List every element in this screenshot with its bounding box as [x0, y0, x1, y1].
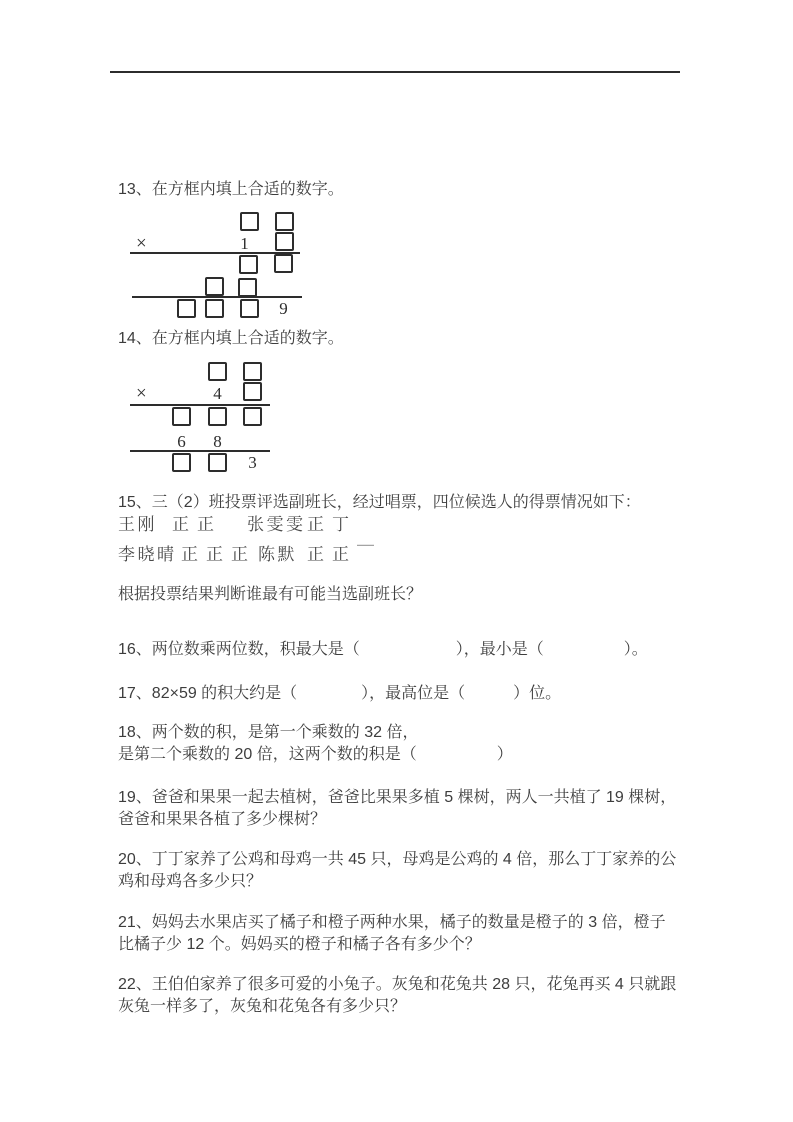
problem-18-line: 18、两个数的积，是第一个乘数的 32 倍，	[118, 724, 419, 741]
sum-line	[130, 450, 270, 452]
problem-13-title: 13、在方框内填上合适的数字。	[118, 181, 344, 198]
digit-multiplier-tens: 4	[213, 384, 222, 403]
answer-box	[243, 362, 262, 381]
digit-partial-hundreds: 6	[177, 432, 186, 451]
problem-19-line: 爸爸和果果各植了多少棵树？	[118, 810, 327, 828]
tally-marks: 正正￣	[307, 545, 382, 564]
header-divider-line	[110, 71, 680, 73]
problem-21	[118, 912, 666, 955]
tally-marks: 正正正	[181, 545, 256, 564]
answer-box	[275, 212, 294, 231]
answer-box	[238, 278, 257, 297]
answer-box	[208, 453, 227, 472]
answer-box	[208, 407, 227, 426]
digit-partial-tens: 8	[213, 432, 222, 451]
candidate-name: 李晓晴	[118, 545, 177, 564]
problem-15-title: 15、三（2）班投票评选副班长，经过唱票，四位候选人的得票情况如下：	[118, 494, 641, 511]
candidate-name: 张雯雯	[247, 515, 306, 534]
answer-box	[240, 299, 259, 318]
times-sign: ×	[136, 233, 147, 254]
problem-21-line: 21、妈妈去水果店买了橘子和橙子两种水果，橘子的数量是橙子的 3 倍，橙子	[118, 914, 666, 931]
multiplication-puzzle-13	[130, 208, 315, 320]
problem-20	[118, 849, 676, 892]
problem-16: 16、两位数乘两位数，积最大是（ ），最小是（ ）。	[118, 641, 648, 658]
problem-22	[118, 974, 676, 1017]
problem-15-question: 根据投票结果判断谁最有可能当选副班长？	[118, 586, 423, 603]
times-sign: ×	[136, 383, 147, 404]
answer-box	[275, 232, 294, 251]
answer-box	[240, 212, 259, 231]
problem-21-line: 比橘子少 12 个。妈妈买的橙子和橘子各有多少个？	[118, 935, 481, 953]
problem-19-line: 19、爸爸和果果一起去植树，爸爸比果果多植 5 棵树，两人一共植了 19 棵树，	[118, 789, 677, 806]
candidate-name: 王刚	[118, 515, 157, 534]
tally-marks: 正正	[172, 515, 222, 534]
answer-box	[243, 382, 262, 401]
problem-18	[118, 722, 513, 765]
answer-box	[208, 362, 227, 381]
problem-14-title: 14、在方框内填上合适的数字。	[118, 330, 344, 347]
answer-box	[243, 407, 262, 426]
answer-box	[172, 407, 191, 426]
answer-box	[239, 255, 258, 274]
problem-17: 17、82×59 的积大约是（ ），最高位是（ ）位。	[118, 685, 562, 702]
digit-multiplier-tens: 1	[240, 234, 249, 253]
candidate-name: 陈默	[258, 545, 297, 564]
sum-line	[132, 296, 302, 298]
problem-22-line: 灰兔一样多了，灰兔和花兔各有多少只？	[118, 997, 407, 1015]
problem-19	[118, 787, 676, 830]
problem-20-line: 鸡和母鸡各多少只？	[118, 872, 263, 890]
multiplication-puzzle-14	[130, 358, 280, 474]
problem-18-line: 是第二个乘数的 20 倍，这两个数的积是（ ）	[118, 745, 513, 763]
answer-box	[205, 299, 224, 318]
answer-box	[274, 254, 293, 273]
answer-box	[172, 453, 191, 472]
answer-box	[177, 299, 196, 318]
problem-20-line: 20、丁丁家养了公鸡和母鸡一共 45 只，母鸡是公鸡的 4 倍，那么丁丁家养的公	[118, 851, 677, 868]
digit-product-ones: 3	[248, 453, 257, 472]
digit-product-ones: 9	[279, 299, 288, 318]
answer-box	[205, 277, 224, 296]
sum-line	[130, 404, 270, 406]
tally-marks: 正丁	[307, 515, 357, 534]
problem-22-line: 22、王伯伯家养了很多可爱的小兔子。灰兔和花兔共 28 只，花兔再买 4 只就跟	[118, 976, 677, 993]
